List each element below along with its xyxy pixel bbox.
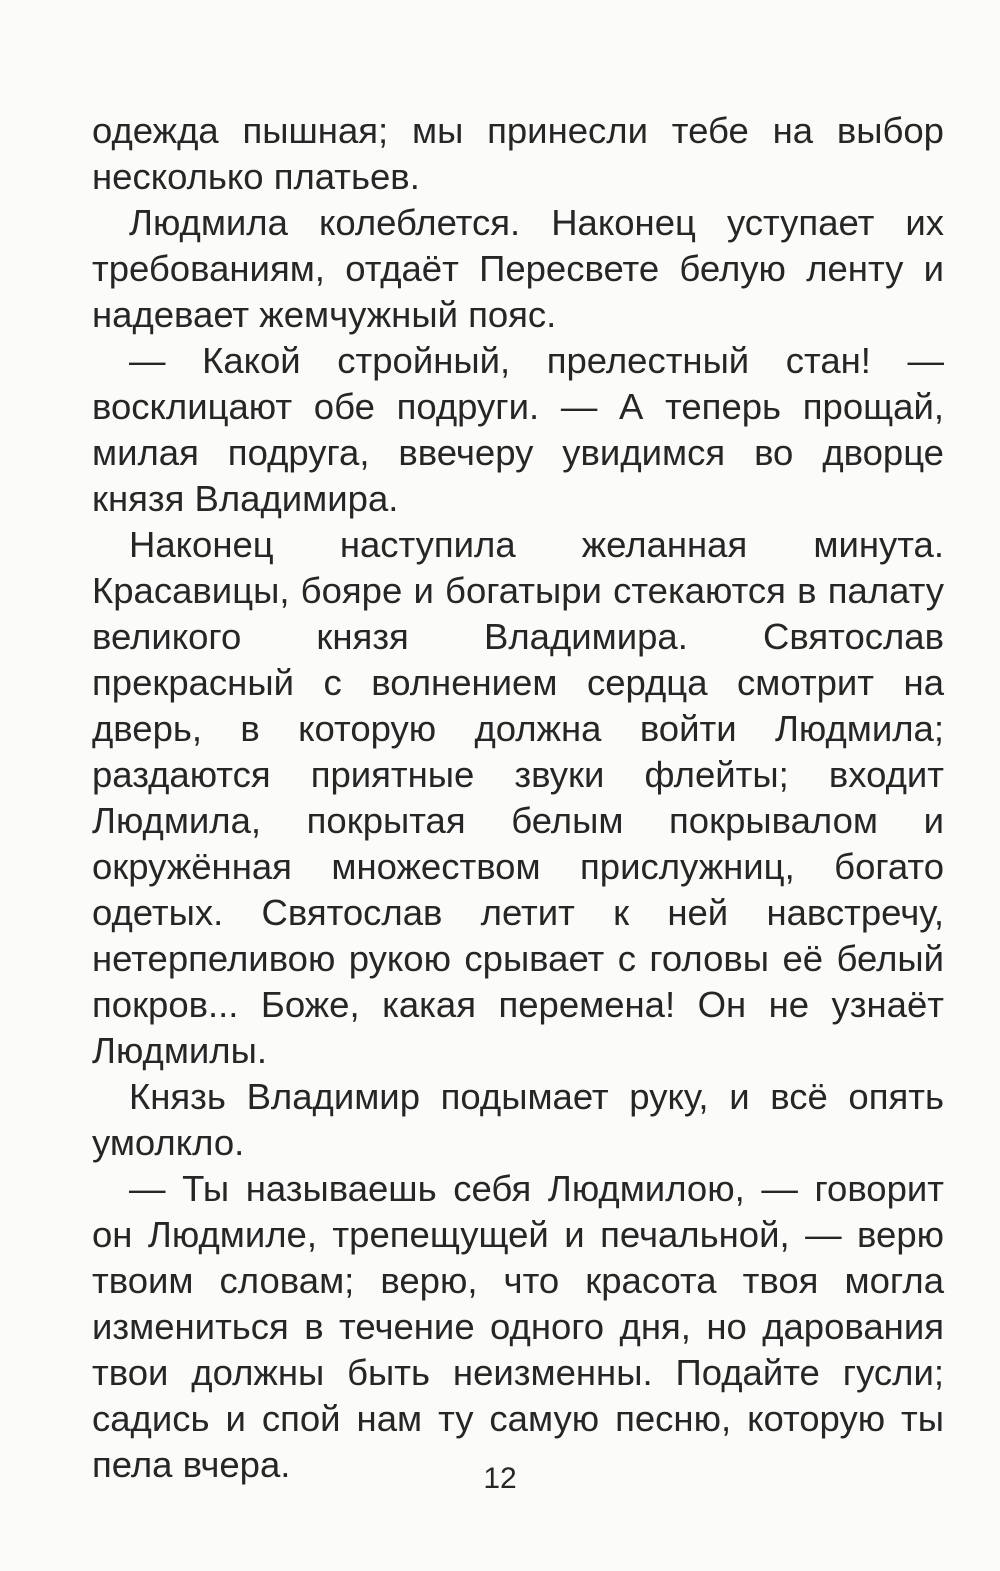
paragraph-4: Наконец наступила желанная минута. Красавицы, бояре и богатыри стекаются в палату великого князя Владимира. Святослав прекрасный с волнением сердца смотрит на дверь, в которую должна войти Людмила; раздаются приятные звуки флейты; входит Людмила, покрытая белым покрывалом и окружённая множеством прислужниц, богато одетых. Святослав летит к ней навстречу, нетерпеливою рукою срывает с головы её белый покров... Боже, какая перемена! Он не узнаёт Людмилы. — [92, 524, 944, 1071]
paragraph-5: Князь Владимир подымает руку, и всё опять умолкло. — [92, 1076, 944, 1163]
paragraph-6: — Ты называешь себя Людмилою, — говорит он Людмиле, трепещущей и печальной, — верю твоим словам; верю, что красота твоя могла измениться в течение одного дня, но дарования твои должны быть неизменны. Подайте гусли; садись и спой нам ту самую песню, которую ты пела вчера. — [92, 1168, 944, 1485]
paragraph-1: одежда пышная; мы принесли тебе на выбор несколько платьев. — [92, 110, 944, 197]
paragraph-3: — Какой стройный, прелестный стан! — восклицают обе подруги. — А теперь прощай, милая подруга, ввечеру увидимся во дворце князя Владимира. — [92, 340, 944, 519]
page-text — [92, 108, 944, 1488]
page-number: 12 — [483, 1462, 517, 1495]
paragraph-2: Людмила колеблется. Наконец уступает их требованиям, отдаёт Пересвете белую ленту и надевает жемчужный пояс. — [92, 202, 944, 335]
